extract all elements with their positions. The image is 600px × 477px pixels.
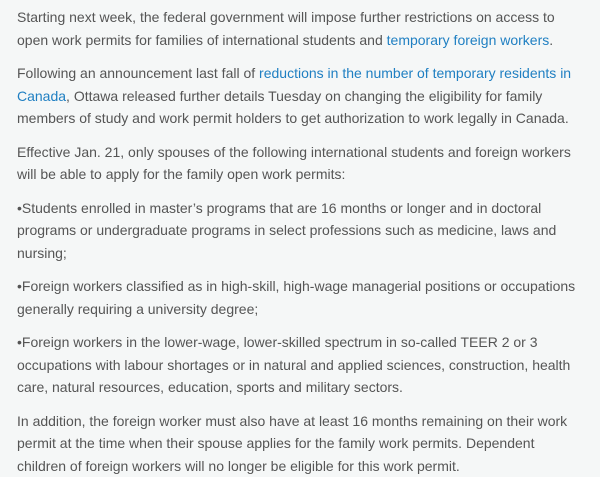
paragraph-intro-text: Starting next week, the federal government will impose further restrictions on access to open work permits for families of international students and <box>17 9 555 48</box>
paragraph-intro-end: . <box>549 32 553 48</box>
link-reductions-temporary-residents[interactable]: reductions in the number of temporary residents in Canada <box>17 65 571 104</box>
paragraph-announcement-end: , Ottawa released further details Tuesday on changing the eligibility for family members of study and work permit holders to get authorization to work legally in Canada. <box>17 88 569 127</box>
bullet-students: •Students enrolled in master’s programs that are 16 months or longer and in doctoral programs or undergraduate programs in select professions such as medicine, laws and nursing; <box>17 197 582 265</box>
paragraph-additional-requirement: In addition, the foreign worker must also have at least 16 months remaining on their work permit at the time when their spouse applies for the family work permits. Dependent children of foreign workers will no longer be eligible for this work permit. <box>17 410 582 477</box>
paragraph-announcement-text: Following an announcement last fall of <box>17 65 259 81</box>
link-temporary-foreign-workers[interactable]: temporary foreign workers <box>387 32 550 48</box>
bullet-lower-skill-workers: •Foreign workers in the lower-wage, lower-skilled spectrum in so-called TEER 2 or 3 occupations with labour shortages or in natural and applied sciences, construction, health care, natural resources, education, sports and military sectors. <box>17 331 582 399</box>
paragraph-intro <box>17 6 582 51</box>
paragraph-announcement <box>17 62 582 130</box>
bullet-high-skill-workers: •Foreign workers classified as in high-skill, high-wage managerial positions or occupations generally requiring a university degree; <box>17 275 582 320</box>
paragraph-effective-date: Effective Jan. 21, only spouses of the following international students and foreign workers will be able to apply for the family open work permits: <box>17 141 582 186</box>
